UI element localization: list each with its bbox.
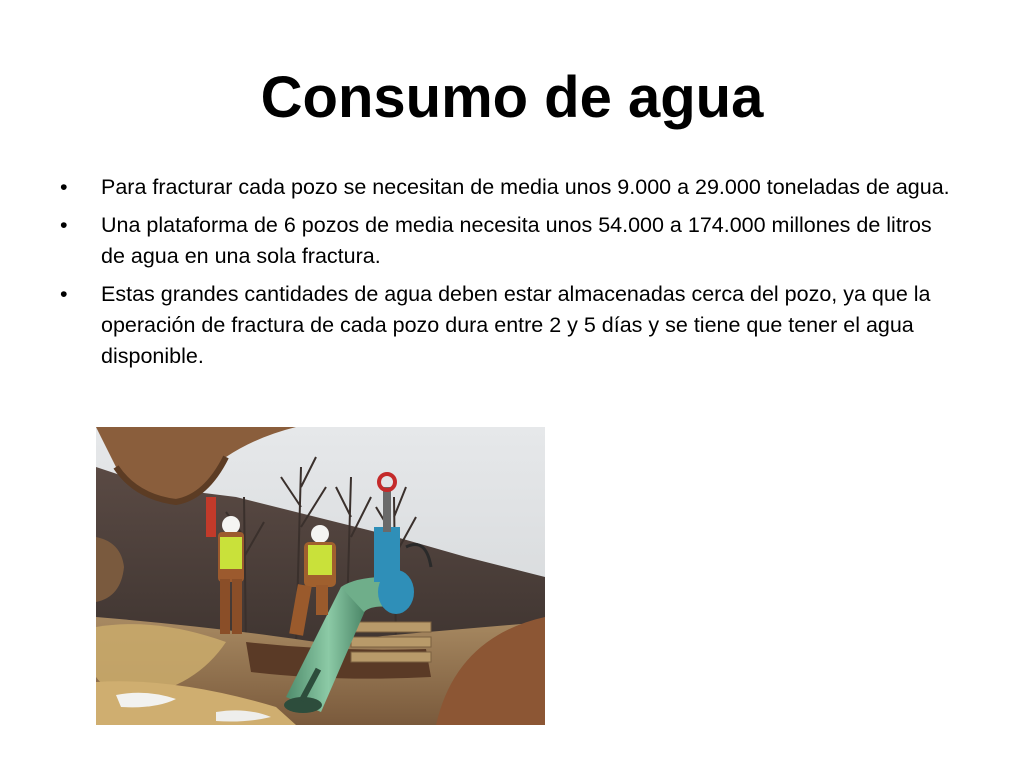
bullet-item (60, 210, 960, 272)
bullet-item (60, 279, 960, 372)
pipeline-workers-photo (96, 427, 545, 725)
bullet-list (60, 172, 960, 379)
bullet-icon: • (60, 175, 68, 199)
bullet-text: Estas grandes cantidades de agua deben estar almacenadas cerca del pozo, ya que la operación de fractura de cada pozo dura entre 2 y 5 días y se tiene que tener el agua disponible. (101, 282, 931, 368)
slide-title: Consumo de agua (260, 65, 764, 130)
bullet-icon: • (60, 213, 68, 237)
bullet-icon: • (60, 282, 68, 306)
bullet-text: Una plataforma de 6 pozos de media necesita unos 54.000 a 174.000 millones de litros de agua en una sola fractura. (101, 213, 932, 268)
bullet-text: Para fracturar cada pozo se necesitan de media unos 9.000 a 29.000 toneladas de agua. (101, 175, 950, 199)
bullet-item (60, 172, 960, 203)
